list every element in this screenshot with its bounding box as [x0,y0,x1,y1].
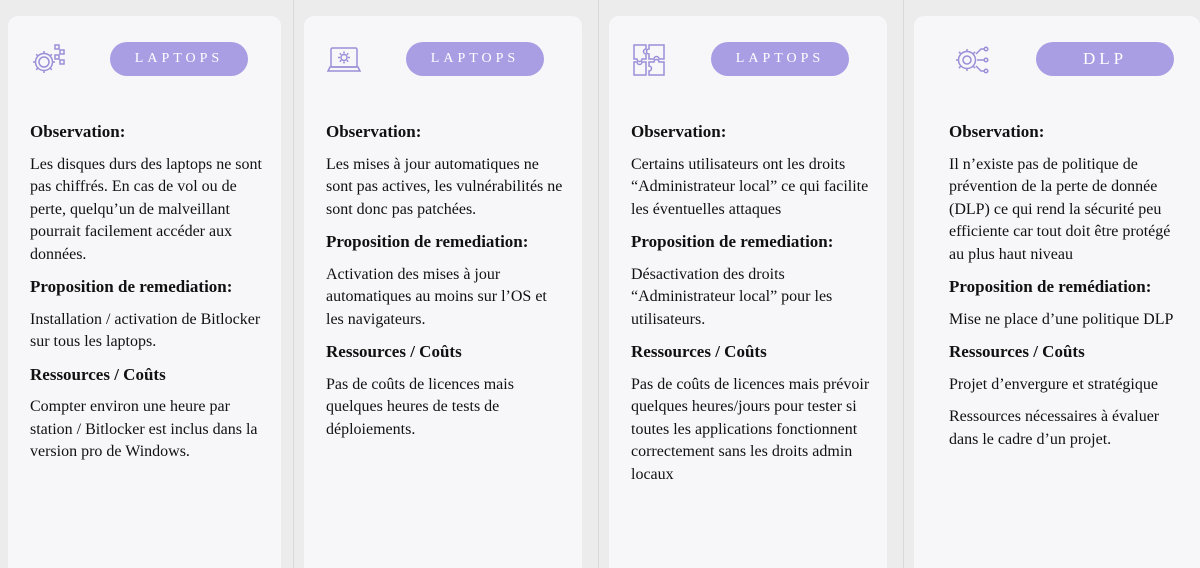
resources-text: Projet d’envergure et stratégique [949,375,1158,393]
category-tag[interactable]: DLP [1036,42,1174,76]
finding-card [609,16,887,568]
finding-card [8,16,281,568]
observation-heading: Observation: [631,122,727,141]
finding-card [914,16,1200,568]
resources-heading: Ressources / Coûts [326,342,462,361]
observation-text: Les mises à jour automatiques ne sont pas actives, les vulnérabilités ne sont donc pas patchées. [326,155,563,218]
remediation-text: Activation des mises à jour automatiques au moins sur l’OS et les navigateurs. [326,265,547,328]
observation-text: Les disques durs des laptops ne sont pas chiffrés. En cas de vol ou de perte, quelqu’un de malveillant pourrait facilement accéder aux données. [30,155,262,263]
resources-text: Pas de coûts de licences mais quelques heures de tests de déploiements. [326,375,514,438]
observation-text: Il n’existe pas de politique de prévention de la perte de donnée (DLP) ce qui rend la sécurité peu efficiente car tout doit être protégé au plus haut niveau [949,155,1171,263]
category-tag[interactable]: LAPTOPS [711,42,849,76]
card-column-4 [904,0,1200,568]
remediation-heading: Proposition de remediation: [326,232,529,251]
resources-heading: Ressources / Coûts [949,342,1085,361]
finding-card [304,16,582,568]
observation-heading: Observation: [30,122,126,141]
remediation-text: Mise ne place d’une politique DLP [949,310,1174,328]
resources-heading: Ressources / Coûts [631,342,767,361]
remediation-heading: Proposition de remédiation: [949,277,1152,296]
resources-text-extra: Ressources nécessaires à évaluer dans le cadre d’un projet. [949,408,1160,448]
remediation-text: Installation / activation de Bitlocker sur tous les laptops. [30,310,261,350]
card-column-3 [599,0,903,568]
card-column-2 [294,0,598,568]
laptop-gear-icon [326,42,362,78]
observation-text: Certains utilisateurs ont les droits “Administrateur local” ce qui facilite les éventuelles attaques [631,155,869,218]
resources-text: Pas de coûts de licences mais prévoir quelques heures/jours pour tester si toutes les applications fonctionnent correctement sans les droits admin locaux [631,375,870,483]
observation-heading: Observation: [326,122,422,141]
resources-text: Compter environ une heure par station / Bitlocker est inclus dans la version pro de Windows. [30,398,258,460]
remediation-heading: Proposition de remediation: [631,232,834,251]
remediation-text: Désactivation des droits “Administrateur local” pour les utilisateurs. [631,265,833,328]
gear-icon [30,42,66,78]
puzzle-icon [631,42,667,78]
remediation-heading: Proposition de remediation: [30,277,233,296]
card-column-1 [0,0,293,568]
circuit-gear-icon [954,42,990,78]
category-tag[interactable]: LAPTOPS [406,42,544,76]
category-tag[interactable]: LAPTOPS [110,42,248,76]
observation-heading: Observation: [949,122,1045,141]
resources-heading: Ressources / Coûts [30,364,166,384]
